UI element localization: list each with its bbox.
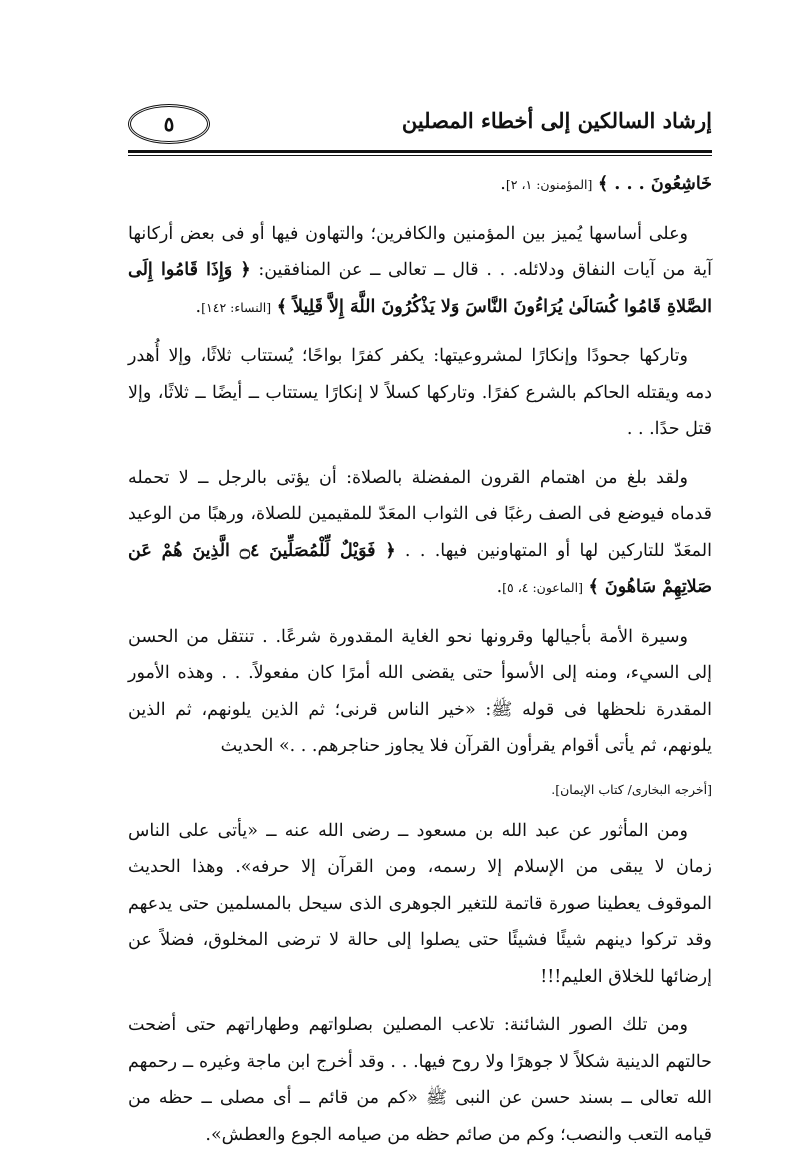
quran-verse: خَاشِعُونَ . . . ﴾ bbox=[597, 174, 712, 194]
header-rule-thin bbox=[128, 155, 712, 156]
text-segment: ومن المأثور عن عبد الله بن مسعود ــ رضى الله عنه ــ «يأتى على الناس زمان لا يبقى من الإسلام إلا رسمه، ومن القرآن إلا حرفه». وهذا الحديث الموقوف يعطينا صورة قاتمة للتغير الجوهرى الذى سيحل بالمسلمين حتى يدعهم وقد تركوا دينهم شيئًا فشيئًا حتى يصلوا إلى حالة لا ترضى المخلوق، فضلاً عن إرضائها للخلاق العليم!!! bbox=[128, 820, 712, 987]
paragraph bbox=[128, 338, 712, 448]
text-segment: . bbox=[195, 296, 202, 317]
paragraph bbox=[128, 216, 712, 327]
reference: [الماعون: ٤، ٥] bbox=[502, 580, 583, 595]
quran-verse: ﴿ فَوَيْلٌ لِّلْمُصَلِّينَ ۝٤ الَّذِينَ هُمْ عَن صَلاتِهِمْ سَاهُونَ ﴾ bbox=[128, 540, 712, 597]
paragraph bbox=[128, 166, 712, 204]
text-segment: . bbox=[500, 174, 506, 194]
text-segment: . bbox=[551, 781, 556, 797]
text-segment: وتاركها جحودًا وإنكارًا لمشروعيتها: يكفر كفرًا بواحًا؛ يُستتاب ثلاثًا، وإلا أُهدر دمه ويقتله الحاكم بالشرع كفرًا. وتاركها كسلاً لا إنكارًا يستتاب ــ أيضًا ــ ثلاثًا، وإلا قتل حدًا. . . bbox=[128, 346, 712, 439]
header-rule bbox=[128, 150, 712, 153]
text-segment: . bbox=[496, 577, 503, 597]
page-header bbox=[128, 104, 712, 148]
reference: [النساء: ١٤٢] bbox=[201, 299, 272, 315]
text-segment: ولقد بلغ من اهتمام القرون المفضلة بالصلاة: أن يؤتى بالرجل ــ لا تحمله قدماه فيوضع فى الصف رغبًا فى الثواب المعَدّ للمقيمين للصلاة، ورهبًا من الوعيد المعَدّ للتاركين لها أو المتهاونين فيها. . . bbox=[128, 467, 712, 561]
text-segment: وعلى أساسها يُميز بين المؤمنين والكافرين؛ والتهاون فيها أو فى بعض أركانها آية من آيات النفاق ودلائله. . . قال ــ تعالى ــ عن المنافقين: bbox=[128, 223, 713, 280]
page-number-badge bbox=[128, 104, 210, 144]
citation bbox=[128, 777, 712, 803]
paragraph bbox=[128, 1007, 712, 1153]
quran-verse: ﴿ وَإِذَا قَامُوا إِلَى الصَّلاةِ قَامُوا كُسَالَىٰ يُرَاءُونَ النَّاسَ وَلا يَذْكُرُونَ اللَّهَ إِلاَّ قَلِيلاً ﴾ bbox=[128, 260, 712, 317]
paragraph bbox=[128, 460, 712, 607]
text-segment: وسيرة الأمة بأجيالها وقرونها نحو الغاية المقدورة شرعًا. . تنتقل من الحسن إلى السيء، ومنه إلى الأسوأ حتى يقضى الله أمرًا كان مفعولاً. . . وهذه الأمور المقدرة نلحظها فى قوله ﷺ: «خير الناس قرنى؛ ثم الذين يلونهم، ثم الذين يلونهم، ثم يأتى أقوام يقرأون القرآن فلا يجاوز حناجرهم. . .» الحديث bbox=[128, 626, 712, 756]
text-segment: ومن تلك الصور الشائنة: تلاعب المصلين بصلواتهم وطهاراتهم حتى أضحت حالتهم الدينية شكلاً لا جوهرًا ولا روح فيها. . . وقد أخرج ابن ماجة وغيره ــ رحمهم الله تعالى ــ بسند حسن عن النبى ﷺ «كم من قائم ــ أى مصلى ــ حظه من قيامه التعب والنصب؛ وكم من صائم حظه من صيامه الجوع والعطش». bbox=[128, 1015, 712, 1145]
paragraph bbox=[128, 619, 712, 765]
reference: [أخرجه البخارى/ كتاب الإيمان] bbox=[555, 781, 712, 797]
reference: [المؤمنون: ١، ٢] bbox=[505, 177, 593, 192]
paragraph bbox=[128, 813, 712, 996]
page-number: ٥ bbox=[163, 112, 175, 136]
running-title: إرشاد السالكين إلى أخطاء المصلين bbox=[401, 108, 712, 133]
page-body bbox=[128, 166, 712, 1165]
